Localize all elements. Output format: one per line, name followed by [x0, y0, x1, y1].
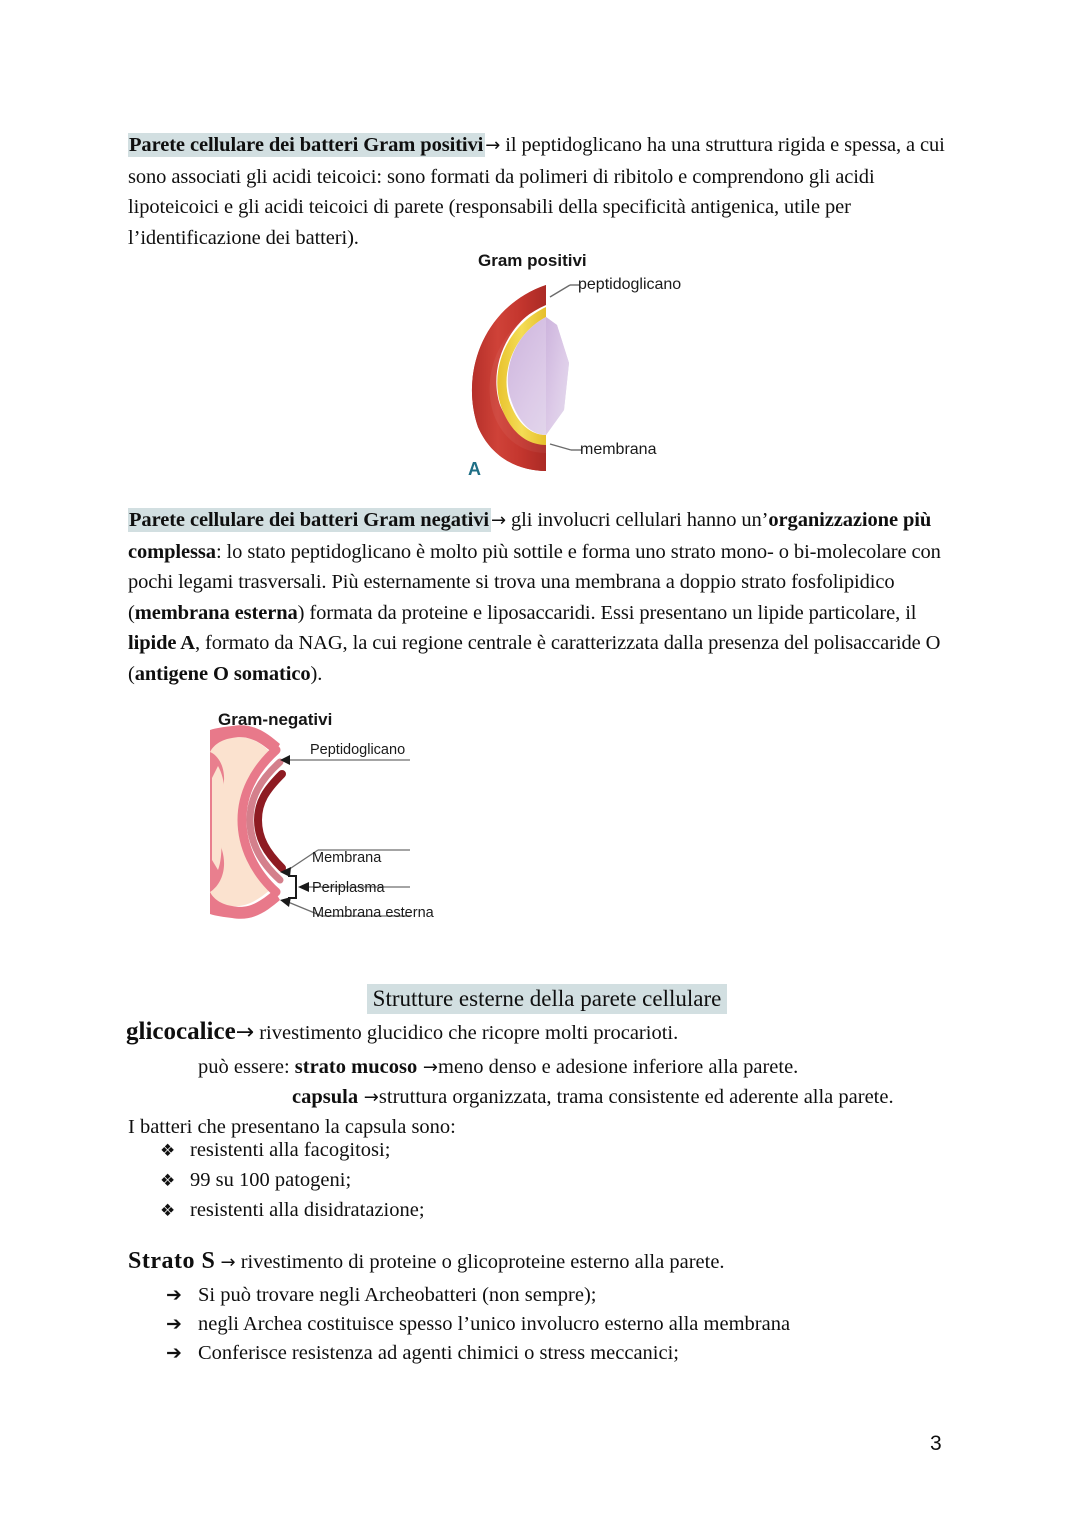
strato-s-bullet-list — [166, 1281, 790, 1368]
gn-bold-3: lipide A — [128, 632, 195, 654]
capsula-term: capsula — [292, 1086, 359, 1108]
arrow-bullet-icon: ➔ — [166, 1313, 182, 1335]
gn-bold-2: membrana esterna — [134, 601, 298, 624]
list-item-label: negli Archea costituisce spesso l’unico involucro esterno alla membrana — [198, 1313, 791, 1335]
glicocalice-definition: rivestimento glucidico che ricopre molti procarioti. — [254, 1022, 679, 1044]
figure-gram-positivi — [430, 245, 760, 495]
arrow-bullet-icon: ➔ — [166, 1342, 182, 1364]
paragraph-gram-positivi-body: il peptidoglicano ha una struttura rigida e spessa, a cui sono associati gli acidi teicoici: sono formati da polimeri di ribitolo e comprendono gli acidi lipoteicoici e gli acidi teicoici di parete (responsabili della specificità antigenica, utile per l’identificazione dei batteri). — [128, 134, 945, 249]
list-item-label: resistenti alla disidratazione; — [190, 1199, 425, 1221]
gn-bold-1: organizzazione più complessa — [128, 509, 932, 563]
leader-line-peptidoglicano — [550, 285, 570, 297]
figure-gram-negativi-title: Gram-negativi — [218, 710, 333, 729]
figure-gram-negativi-label-peptidoglicano: Peptidoglicano — [310, 742, 406, 758]
capsula-intro-line: I batteri che presentano la capsula sono: — [128, 1116, 456, 1138]
arrowhead-periplasma — [298, 882, 309, 892]
section-title-text: Strutture esterne della parete cellulare — [367, 984, 728, 1014]
diamond-bullet-icon: ❖ — [160, 1171, 176, 1191]
strato-s-heading — [128, 1246, 725, 1278]
arrow-glyph: → — [235, 1020, 255, 1045]
gn-bold-4: antigene O somatico — [134, 662, 311, 685]
list-item-label: Si può trovare negli Archeobatteri (non sempre); — [198, 1284, 597, 1306]
arrow-glyph: → — [358, 1087, 379, 1108]
list-item — [166, 1339, 790, 1368]
arrow-glyph: → — [490, 510, 506, 531]
page-number: 3 — [930, 1432, 942, 1455]
strato-mucoso-term: strato mucoso — [294, 1056, 418, 1078]
arrow-bullet-icon: ➔ — [166, 1284, 182, 1306]
figure-gram-negativi-label-membrana: Membrana — [312, 850, 382, 866]
heading-gram-negativi: Parete cellulare dei batteri Gram negativi — [129, 509, 489, 531]
figure-gram-positivi-label-membrana: membrana — [580, 441, 657, 458]
paragraph-gram-negativi — [128, 505, 966, 689]
list-item — [160, 1166, 425, 1196]
glicocalice-lead: glicocalice — [126, 1018, 236, 1045]
capsula-bullet-list — [160, 1136, 425, 1226]
gn-text-3: ) formata da proteine e liposaccaridi. Essi presentano un lipide particolare, il — [297, 601, 917, 624]
figure-gram-negativi — [210, 700, 500, 940]
heading-gram-positivi: Parete cellulare dei batteri Gram positivi — [129, 134, 484, 156]
arrowhead-membrana-esterna — [280, 897, 291, 907]
arrow-glyph: → — [220, 1252, 236, 1273]
section-title-strutture-esterne — [128, 984, 966, 1014]
strato-s-definition: rivestimento di proteine o glicoproteine esterno alla parete. — [235, 1251, 725, 1273]
figure-gram-negativi-label-membrana-esterna: Membrana esterna — [312, 905, 434, 921]
leader-line-membrana — [550, 444, 571, 450]
figure-gram-positivi-title: Gram positivi — [478, 251, 587, 270]
list-item — [160, 1136, 425, 1166]
glicocalice-capsula-line — [292, 1082, 894, 1113]
gn-text-4: , formato da NAG, la cui regione centrale è caratterizzata dalla presenza del polisaccaride O ( — [128, 632, 941, 685]
gn-text-5: ). — [310, 662, 323, 685]
strato-s-lead: Strato S — [128, 1248, 216, 1274]
bracket-periplasma — [288, 876, 296, 898]
figure-gram-negativi-label-periplasma: Periplasma — [312, 880, 385, 896]
figure-gram-negativi-drawing — [210, 700, 500, 940]
puo-essere-label: può essere: — [198, 1056, 295, 1078]
list-item-label: resistenti alla facogitosi; — [190, 1139, 391, 1161]
paragraph-gram-positivi — [128, 130, 966, 253]
strato-mucoso-definition: meno denso e adesione inferiore alla parete. — [438, 1056, 799, 1078]
glicocalice-strato-mucoso-line — [198, 1052, 798, 1083]
list-item-label: 99 su 100 patogeni; — [190, 1169, 352, 1191]
gn-text-1: gli involucri cellulari hanno un’ — [505, 509, 769, 531]
gn-text-2: : lo stato peptidoglicano è molto più sottile e forma uno strato mono- o bi-molecolare con pochi legami trasversali. Più esternamente si trova una membrana a doppio strato fosfolipidico ( — [128, 540, 941, 624]
arrow-glyph: → — [417, 1057, 439, 1078]
list-item — [160, 1196, 425, 1226]
list-item-label: Conferisce resistenza ad agenti chimici o stress meccanici; — [198, 1342, 679, 1364]
diamond-bullet-icon: ❖ — [160, 1141, 176, 1161]
capsula-definition: struttura organizzata, trama consistente ed aderente alla parete. — [378, 1086, 894, 1108]
list-item — [166, 1281, 790, 1310]
figure-panel-letter-a: A — [468, 459, 481, 479]
arrow-glyph: → — [485, 135, 501, 156]
figure-gram-positivi-label-peptidoglicano: peptidoglicano — [578, 276, 682, 293]
diamond-bullet-icon: ❖ — [160, 1201, 176, 1221]
glicocalice-heading — [126, 1016, 678, 1049]
list-item — [166, 1310, 790, 1339]
